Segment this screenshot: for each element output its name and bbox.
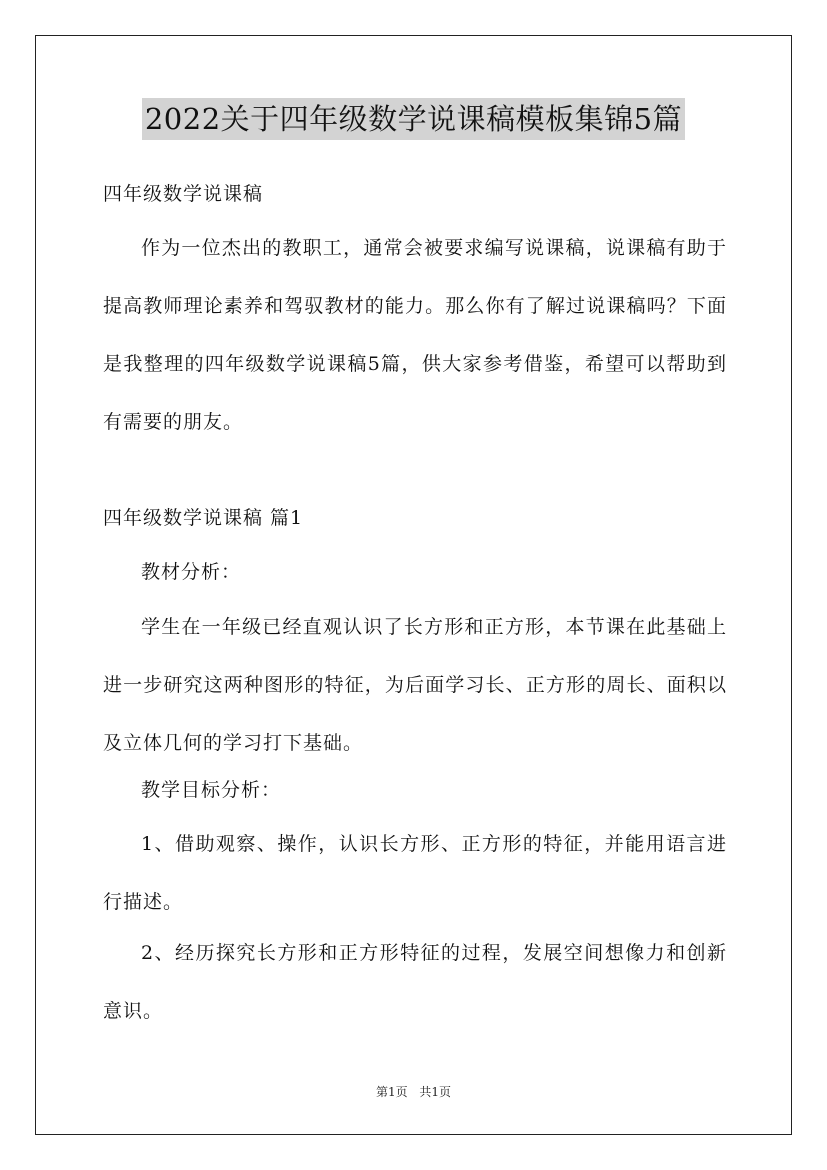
intro-paragraph: 作为一位杰出的教职工，通常会被要求编写说课稿，说课稿有助于提高教师理论素养和驾驭教材的能力。那么你有了解过说课稿吗？下面是我整理的四年级数学说课稿5篇，供大家参考借鉴，希望可以帮助到有需要的朋友。 bbox=[103, 237, 727, 433]
page-current: 第1页 bbox=[375, 1085, 408, 1099]
material-analysis-paragraph: 学生在一年级已经直观认识了长方形和正方形，本节课在此基础上进一步研究这两种图形的特征，为后面学习长、正方形的周长、面积以及立体几何的学习打下基础。 bbox=[103, 616, 727, 754]
goal-item-2: 2、经历探究长方形和正方形特征的过程，发展空间想像力和创新意识。 bbox=[103, 942, 727, 1022]
material-analysis-label: 教材分析： bbox=[141, 561, 242, 583]
goal-item-1: 1、借助观察、操作，认识长方形、正方形的特征，并能用语言进行描述。 bbox=[103, 833, 727, 913]
article-heading: 四年级数学说课稿 篇1 bbox=[103, 507, 304, 529]
document-title: 2022关于四年级数学说课稿模板集锦5篇 bbox=[142, 98, 685, 140]
page-footer bbox=[0, 1083, 827, 1100]
section-heading: 四年级数学说课稿 bbox=[103, 183, 264, 205]
teaching-goal-label: 教学目标分析： bbox=[141, 779, 282, 801]
page-total: 共1页 bbox=[419, 1085, 452, 1099]
title-container bbox=[0, 98, 827, 140]
